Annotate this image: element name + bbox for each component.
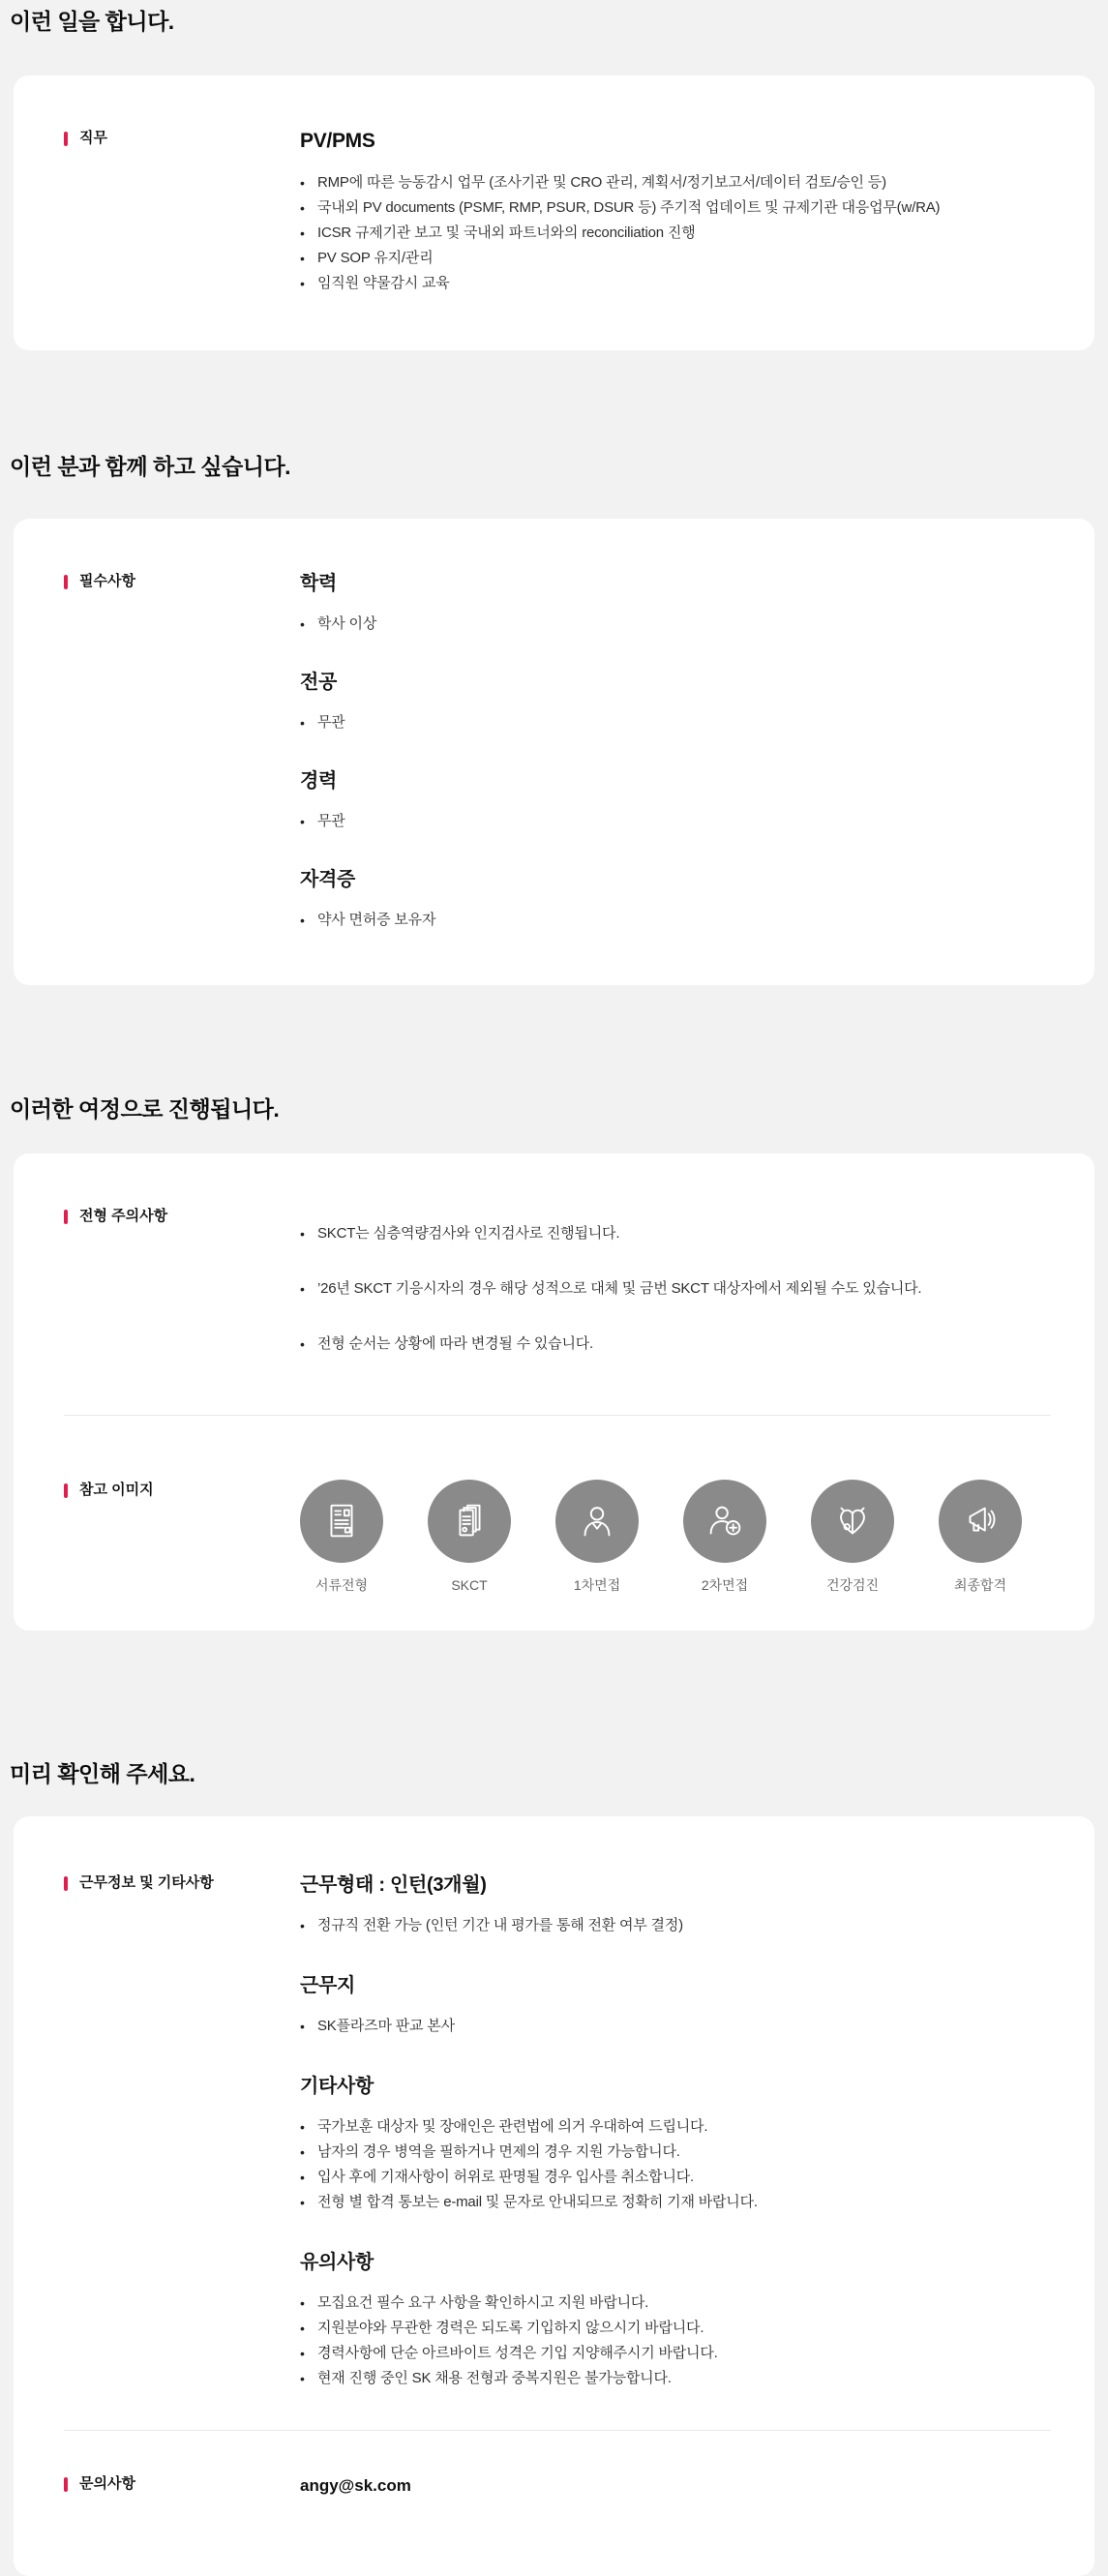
bullet-dot: • bbox=[300, 175, 305, 191]
section-title-duties: 이런 일을 합니다. bbox=[10, 9, 174, 34]
step-label: 건강검진 bbox=[825, 1577, 880, 1593]
group-list bbox=[300, 908, 1051, 933]
bullet-dot: • bbox=[300, 814, 305, 829]
duties-row bbox=[64, 128, 1051, 296]
list-item-text: 전형 별 합격 통보는 e-mail 및 문자로 안내되므로 정확히 기재 바랍니다. bbox=[317, 2194, 758, 2210]
process-card bbox=[14, 1153, 1094, 1631]
list-item bbox=[300, 271, 1051, 296]
section-title-check: 미리 확인해 주세요. bbox=[10, 1761, 195, 1786]
list-item bbox=[300, 2190, 1051, 2215]
list-item bbox=[300, 2291, 1051, 2316]
list-item-text: ’26년 SKCT 기응시자의 경우 해당 성적으로 대체 및 금번 SKCT 대상자에서 제외될 수도 있습니다. bbox=[317, 1280, 922, 1297]
list-item-text: SK플라즈마 판교 본사 bbox=[317, 2018, 455, 2034]
list-item bbox=[300, 170, 1051, 195]
list-item-text: 남자의 경우 병역을 필하거나 면제의 경우 지원 가능합니다. bbox=[317, 2143, 680, 2160]
check-card bbox=[14, 1816, 1094, 2576]
group-heading: 유의사항 bbox=[300, 2252, 374, 2273]
process-image-label bbox=[64, 1480, 300, 1501]
accent-bar bbox=[64, 132, 68, 146]
process-notice-row bbox=[64, 1206, 1051, 1357]
duties-content bbox=[300, 128, 1051, 296]
bullet-dot: • bbox=[300, 2170, 305, 2185]
list-item-text: 임직원 약물감시 교육 bbox=[317, 275, 450, 291]
work-group-type bbox=[300, 1872, 1051, 1938]
list-item bbox=[300, 710, 1051, 735]
person-icon bbox=[555, 1480, 639, 1563]
process-step-final-pass bbox=[939, 1480, 1022, 1594]
group-list bbox=[300, 2114, 1051, 2215]
contact-label bbox=[64, 2473, 300, 2495]
list-item bbox=[300, 1913, 1051, 1938]
list-item bbox=[300, 2114, 1051, 2140]
group-heading: 근무형태 : 인턴(3개월) bbox=[300, 1874, 487, 1896]
accent-bar bbox=[64, 2477, 68, 2492]
list-item bbox=[300, 195, 1051, 221]
person-plus-icon bbox=[683, 1480, 766, 1563]
process-step-skct bbox=[428, 1480, 511, 1594]
step-label: 2차면접 bbox=[701, 1577, 749, 1593]
bullet-dot: • bbox=[300, 2371, 305, 2386]
work-group-caution bbox=[300, 2250, 1051, 2391]
process-image-row bbox=[64, 1480, 1051, 1594]
process-step-second-interview bbox=[683, 1480, 766, 1594]
bullet-dot: • bbox=[300, 251, 305, 266]
list-item-text: 경력사항에 단순 아르바이트 성격은 기입 지양해주시기 바랍니다. bbox=[317, 2345, 718, 2361]
list-item bbox=[300, 2316, 1051, 2341]
requirements-row bbox=[64, 571, 1051, 933]
list-item bbox=[300, 2014, 1051, 2039]
list-item-text: 입사 후에 기재사항이 허위로 판명될 경우 입사를 취소합니다. bbox=[317, 2169, 694, 2185]
group-heading: 전공 bbox=[300, 672, 338, 693]
list-item bbox=[300, 2165, 1051, 2190]
list-item-text: SKCT는 심층역량검사와 인지검사로 진행됩니다. bbox=[317, 1225, 620, 1242]
bullet-dot: • bbox=[300, 2119, 305, 2135]
list-item bbox=[300, 809, 1051, 834]
list-item bbox=[300, 1221, 1051, 1246]
process-notice-label-text: 전형 주의사항 bbox=[79, 1208, 168, 1224]
accent-bar bbox=[64, 1483, 68, 1498]
bullet-dot: • bbox=[300, 200, 305, 216]
step-label: SKCT bbox=[451, 1577, 488, 1593]
list-item-text: 학사 이상 bbox=[317, 615, 377, 632]
duties-label-text: 직무 bbox=[79, 130, 107, 146]
bullet-dot: • bbox=[300, 1226, 305, 1242]
accent-bar bbox=[64, 1210, 68, 1224]
contact-email: angy@sk.com bbox=[300, 2476, 411, 2495]
bullet-dot: • bbox=[300, 225, 305, 241]
group-list bbox=[300, 1913, 1051, 1938]
process-image-label-text: 참고 이미지 bbox=[79, 1482, 154, 1498]
group-list bbox=[300, 2291, 1051, 2391]
requirements-label-text: 필수사항 bbox=[79, 573, 135, 589]
process-notice-content bbox=[300, 1206, 1051, 1357]
group-heading: 경력 bbox=[300, 770, 338, 792]
list-item-text: 약사 면허증 보유자 bbox=[317, 912, 436, 928]
list-item bbox=[300, 612, 1051, 637]
list-item-text: 무관 bbox=[317, 714, 345, 731]
group-list bbox=[300, 710, 1051, 735]
duties-card bbox=[14, 75, 1094, 350]
bullet-dot: • bbox=[300, 1336, 305, 1352]
bullet-dot: • bbox=[300, 276, 305, 291]
step-label: 서류전형 bbox=[314, 1577, 369, 1593]
requirement-group-career bbox=[300, 768, 1051, 834]
list-item bbox=[300, 2140, 1051, 2165]
list-item-text: ICSR 규제기관 보고 및 국내외 파트너와의 reconciliation 진행 bbox=[317, 225, 696, 241]
bullet-dot: • bbox=[300, 913, 305, 928]
step-label: 1차면접 bbox=[573, 1577, 621, 1593]
bullet-dot: • bbox=[300, 2321, 305, 2336]
bullet-dot: • bbox=[300, 2346, 305, 2361]
list-item bbox=[300, 2341, 1051, 2366]
group-list bbox=[300, 612, 1051, 637]
bullet-dot: • bbox=[300, 2195, 305, 2210]
requirements-label bbox=[64, 571, 300, 592]
group-list bbox=[300, 2014, 1051, 2039]
list-item-text: 모집요건 필수 요구 사항을 확인하시고 지원 바랍니다. bbox=[317, 2294, 649, 2311]
work-info-content bbox=[300, 1872, 1051, 2391]
list-item bbox=[300, 1332, 1051, 1357]
bullet-dot: • bbox=[300, 2144, 305, 2160]
job-title: PV/PMS bbox=[300, 130, 375, 152]
requirement-group-license bbox=[300, 867, 1051, 933]
group-list bbox=[300, 809, 1051, 834]
list-item-text: 무관 bbox=[317, 813, 345, 829]
list-item-text: 국내외 PV documents (PSMF, RMP, PSUR, DSUR 등) 주기적 업데이트 및 규제기관 대응업무(w/RA) bbox=[317, 199, 941, 216]
group-heading: 학력 bbox=[300, 573, 338, 594]
list-item bbox=[300, 2366, 1051, 2391]
step-label: 최종합격 bbox=[953, 1577, 1007, 1593]
accent-bar bbox=[64, 1876, 68, 1891]
contact-label-text: 문의사항 bbox=[79, 2475, 135, 2492]
bullet-dot: • bbox=[300, 1918, 305, 1933]
job-duty-list bbox=[300, 170, 1051, 296]
section-title-requirements: 이런 분과 함께 하고 싶습니다. bbox=[10, 454, 291, 479]
process-notice-list bbox=[300, 1221, 1051, 1357]
list-item-text: 지원분야와 무관한 경력은 되도록 기입하지 않으시기 바랍니다. bbox=[317, 2320, 704, 2336]
work-info-row bbox=[64, 1872, 1051, 2391]
bullet-dot: • bbox=[300, 2019, 305, 2034]
list-item-text: 국가보훈 대상자 및 장애인은 관련법에 의거 우대하여 드립니다. bbox=[317, 2118, 708, 2135]
process-notice-label bbox=[64, 1206, 300, 1227]
contact-row bbox=[64, 2473, 1051, 2499]
document-icon bbox=[300, 1480, 383, 1563]
requirements-card bbox=[14, 519, 1094, 985]
requirement-group-major bbox=[300, 670, 1051, 735]
papers-icon bbox=[428, 1480, 511, 1563]
bullet-dot: • bbox=[300, 1281, 305, 1297]
list-item bbox=[300, 908, 1051, 933]
list-item-text: 전형 순서는 상황에 따라 변경될 수 있습니다. bbox=[317, 1335, 593, 1352]
list-item bbox=[300, 221, 1051, 246]
list-item-text: PV SOP 유지/관리 bbox=[317, 250, 434, 266]
work-info-label bbox=[64, 1872, 300, 1894]
requirement-group-education bbox=[300, 571, 1051, 637]
section-divider bbox=[64, 2430, 1051, 2431]
process-step-document-screening bbox=[300, 1480, 383, 1594]
duties-label bbox=[64, 128, 300, 149]
requirements-content bbox=[300, 571, 1051, 933]
list-item-text: 현재 진행 중인 SK 채용 전형과 중복지원은 불가능합니다. bbox=[317, 2370, 672, 2386]
work-info-label-text: 근무정보 및 기타사항 bbox=[79, 1874, 214, 1891]
group-heading: 근무지 bbox=[300, 1975, 356, 1996]
bullet-dot: • bbox=[300, 2295, 305, 2311]
heart-stethoscope-icon bbox=[811, 1480, 894, 1563]
process-step-first-interview bbox=[555, 1480, 639, 1594]
work-group-location bbox=[300, 1973, 1051, 2039]
section-title-process: 이러한 여정으로 진행됩니다. bbox=[10, 1096, 280, 1122]
process-step-health-check bbox=[811, 1480, 894, 1594]
accent-bar bbox=[64, 575, 68, 589]
bullet-dot: • bbox=[300, 616, 305, 632]
list-item bbox=[300, 246, 1051, 271]
work-group-etc bbox=[300, 2074, 1051, 2215]
process-steps bbox=[300, 1480, 1051, 1594]
list-item-text: RMP에 따른 능동감시 업무 (조사기관 및 CRO 관리, 계획서/정기보고서/데이터 검토/승인 등) bbox=[317, 174, 886, 191]
megaphone-icon bbox=[939, 1480, 1022, 1563]
bullet-dot: • bbox=[300, 715, 305, 731]
list-item-text: 정규직 전환 가능 (인턴 기간 내 평가를 통해 전환 여부 결정) bbox=[317, 1917, 683, 1933]
group-heading: 자격증 bbox=[300, 869, 356, 890]
list-item bbox=[300, 1276, 1051, 1302]
section-divider bbox=[64, 1415, 1051, 1416]
group-heading: 기타사항 bbox=[300, 2076, 374, 2097]
